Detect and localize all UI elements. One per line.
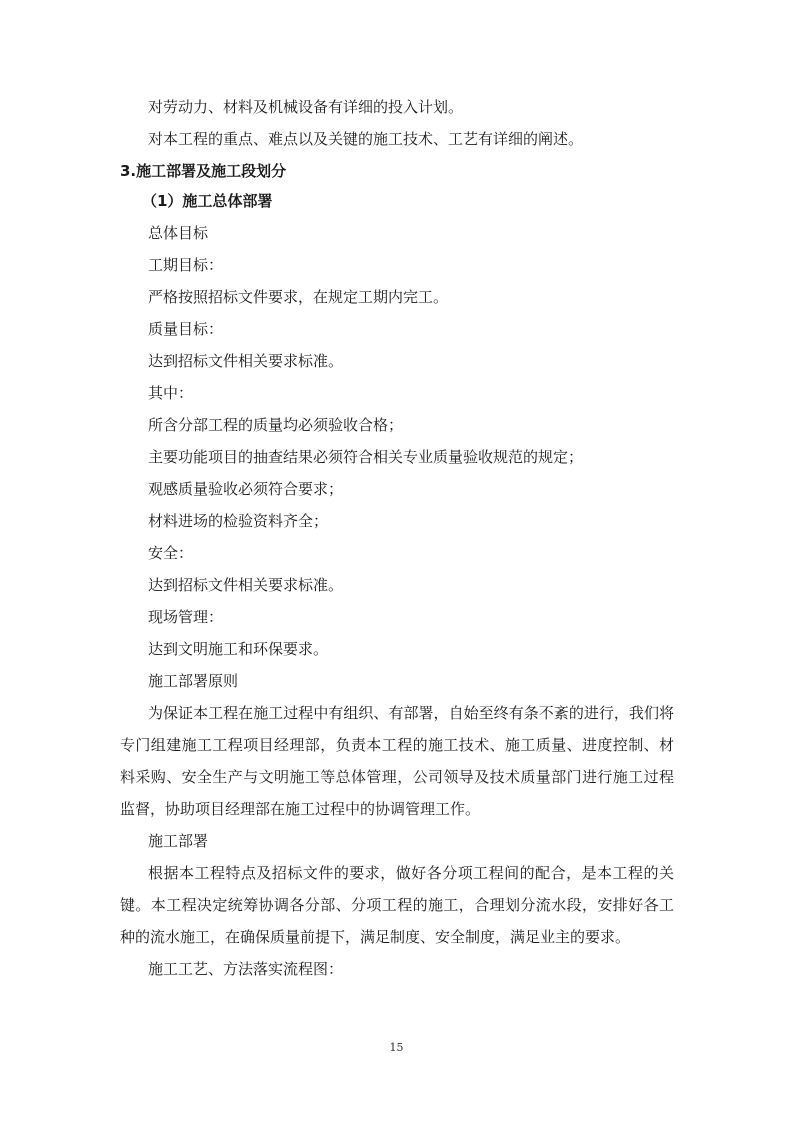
overall-target-title: 总体目标 bbox=[148, 224, 209, 242]
quality-target-text: 达到招标文件相关要求标准。 bbox=[148, 352, 344, 370]
safety-text: 达到招标文件相关要求标准。 bbox=[148, 576, 344, 594]
quality-item: 主要功能项目的抽查结果必须符合相关专业质量验收规范的规定； bbox=[148, 448, 584, 466]
principles-title: 施工部署原则 bbox=[148, 672, 239, 690]
among-label: 其中： bbox=[148, 384, 194, 402]
deployment-title: 施工部署 bbox=[148, 832, 209, 850]
body-line: 对劳动力、材料及机械设备有详细的投入计划。 bbox=[148, 98, 464, 116]
site-management-label: 现场管理： bbox=[148, 608, 224, 626]
quality-target-label: 质量目标： bbox=[148, 320, 224, 338]
quality-item: 材料进场的检验资料齐全； bbox=[148, 512, 329, 530]
quality-item: 所含分部工程的质量均必须验收合格； bbox=[148, 416, 404, 434]
subsection-heading: （1）施工总体部署 bbox=[142, 192, 273, 210]
site-management-text: 达到文明施工和环保要求。 bbox=[148, 640, 329, 658]
schedule-target-label: 工期目标： bbox=[148, 256, 224, 274]
page-number: 15 bbox=[389, 1041, 404, 1054]
principles-paragraph: 为保证本工程在施工过程中有组织、有部署，自始至终有条不紊的进行，我们将专门组建施工工程项目经理部，负责本工程的施工技术、施工质量、进度控制、材料采购、安全生产与文明施工等总体管理，公司领导及技术质量部门进行施工过程监督，协助项目经理部在施工过程中的协调管理工作。 bbox=[120, 704, 674, 818]
body-line: 对本工程的重点、难点以及关键的施工技术、工艺有详细的阐述。 bbox=[148, 130, 584, 148]
deployment-paragraph: 根据本工程特点及招标文件的要求，做好各分项工程间的配合，是本工程的关键。本工程决定统筹协调各分部、分项工程的施工，合理划分流水段，安排好各工种的流水施工，在确保质量前提下，满足制度、安全制度，满足业主的要求。 bbox=[120, 864, 674, 946]
section-heading: 3.施工部署及施工段划分 bbox=[120, 162, 287, 180]
schedule-target-text: 严格按照招标文件要求，在规定工期内完工。 bbox=[148, 288, 449, 306]
quality-item: 观感质量验收必须符合要求； bbox=[148, 480, 344, 498]
flowchart-label: 施工工艺、方法落实流程图： bbox=[148, 960, 344, 978]
safety-label: 安全： bbox=[148, 544, 194, 562]
